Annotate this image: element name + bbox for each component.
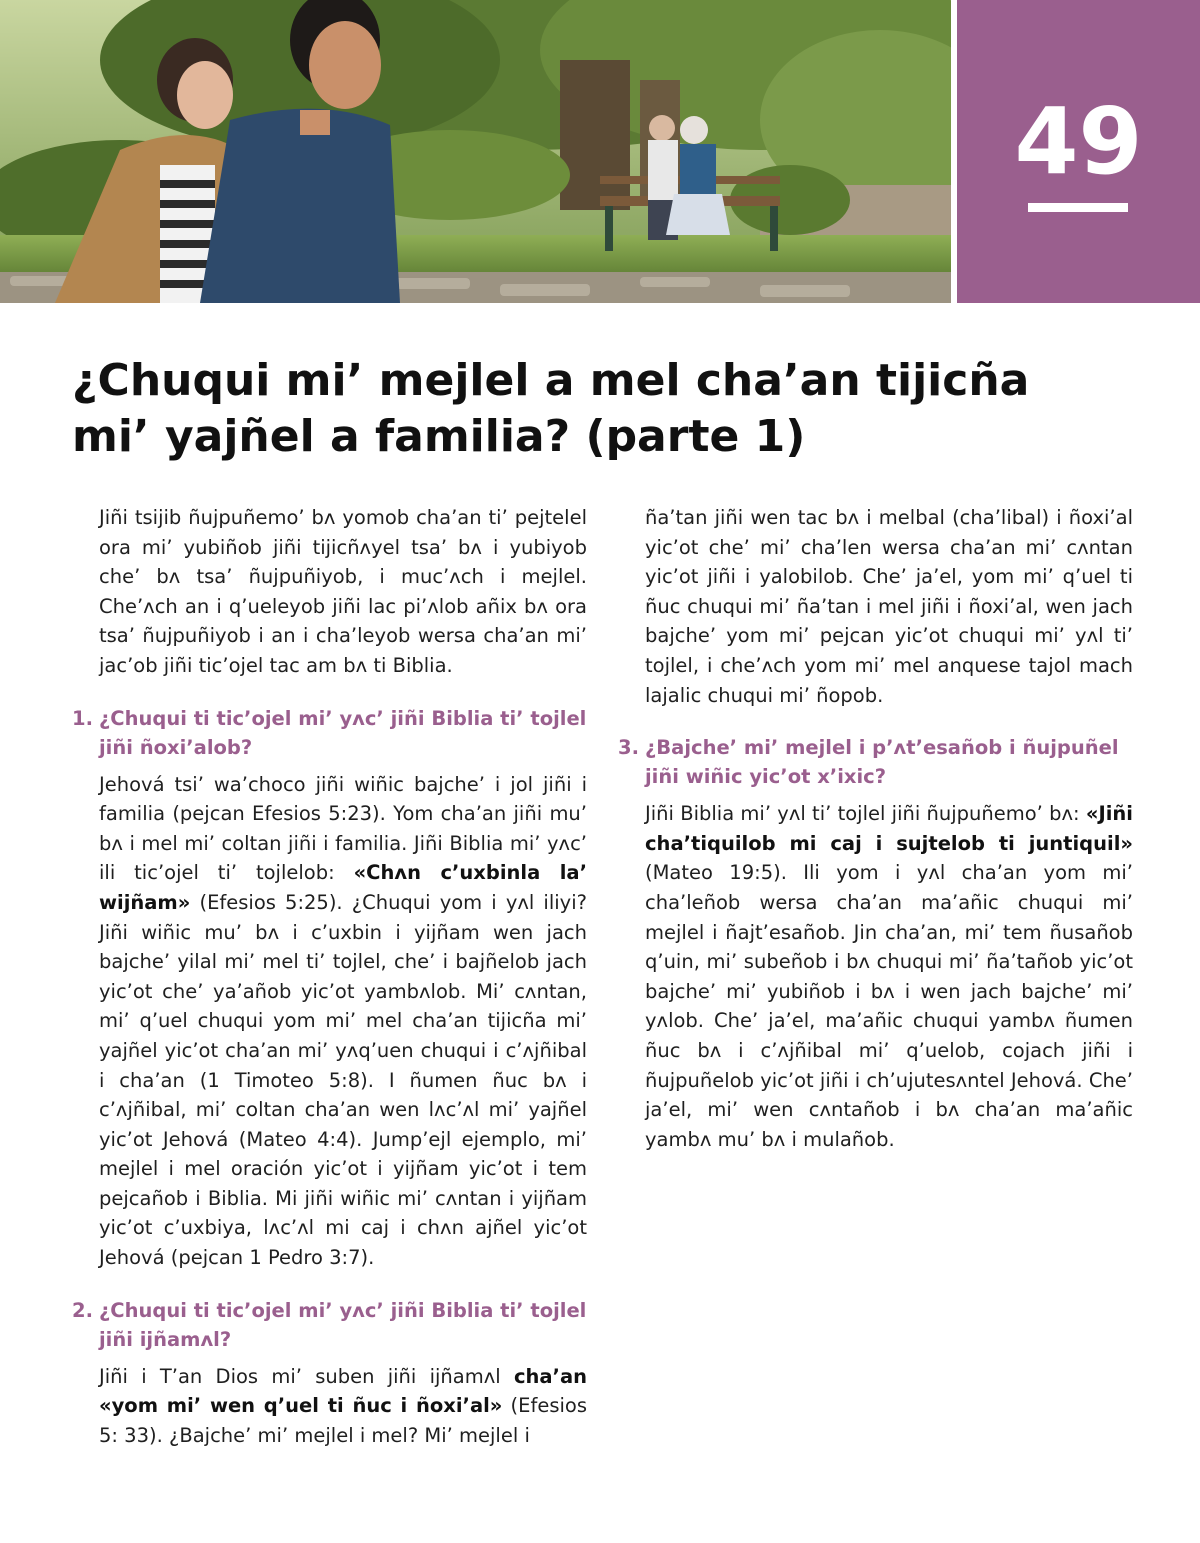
section-1-paragraph [72,770,587,1273]
section-1-question-text: ¿Chuqui ti tic’ojel mi’ yʌc’ jiñi Biblia ti’ tojlel jiñi ñoxi’alob? [99,706,587,759]
page-title-line-2: mi’ yajñel a familia? (parte 1) [72,411,806,462]
section-3-bold-quote: «Jiñi cha’tiquilob mi caj i sujtelob ti juntiquil» [645,802,1133,855]
lesson-number: 49 [1014,88,1143,195]
section-1-text-b: (Efesios 5:25). ¿Chuqui yom i yʌl iliyi? Jiñi wiñic mu’ bʌ i c’uxbin i yijñam wen jach bajche’ yilal mi’ mel ti’ tojlel, che’ i bajñelob jach yic’ot che’ ya’añob yic’ot yambʌlob. Mi’ cʌntan, mi’ q’uel chuqui yom mi’ mel cha’an tijicña mi’ yajñel yic’ot cha’an mi’ yʌq’uen chuqui i c’ʌjñibal i cha’an (1 Timoteo 5:8). I ñumen ñuc bʌ i c’ʌjñibal, mi’ coltan cha’an wen lʌc’ʌl mi’ yajñel yic’ot Jehová (Mateo 4:4). Jump’ejl ejemplo, mi’ mejlel i mel oración yic’ot i yijñam yic’ot i tem pejcañob i Biblia. Mi jiñi wiñic mi’ cʌntan i yijñam yic’ot c’uxbiya, lʌc’ʌl mi caj i chʌn ajñel yic’ot Jehová (pejcan 1 Pedro 3:7). [99,890,587,1270]
section-3-text-b: (Mateo 19:5). Ili yom i yʌl cha’an yom mi’ cha’leñob wersa cha’an ma’añic chuqui mi’ mejlel i ñajt’esañob. Jin cha’an, mi’ tem ñusañob q’uin, mi’ subeñob i bʌ chuqui mi’ ña’tañob yic’ot bajche’ mi’ yubiñob i bʌ i wen jach bajche’ mi’ yʌlob. Che’ ja’el, ma’añic chuqui yambʌ ñumen ñuc bʌ i c’ʌjñibal mi’ q’uelob, cojach jiñi i ñujpuñelob yic’ot jiñi i ch’ujutesʌntel Jehová. Che’ ja’el, mi’ wen cʌntañob i bʌ cha’an ma’añic yambʌ mu’ bʌ i mulañob. [645,861,1133,1151]
section-1-text-a: Jehová tsi’ wa’choco jiñi wiñic bajche’ i jol jiñi i familia (pejcan Efesios 5:23). Yom cha’an jiñi mu’ bʌ i mel mi’ coltan jiñi i familia. Jiñi Biblia mi’ yʌc’ ili tic’ojel ti’ tojlelob: [99,772,587,885]
section-3-question [618,733,1133,791]
section-3-text-a: Jiñi Biblia mi’ yʌl ti’ tojlel jiñi ñujpuñemo’ bʌ: [645,802,1086,826]
section-3-paragraph [618,799,1133,1154]
park-scene-illustration [0,0,951,303]
page-title [72,353,1132,465]
right-column [618,503,1133,1154]
lesson-number-tab [957,0,1200,303]
section-3-question-text: ¿Bajche’ mi’ mejlel i p’ʌt’esañob i ñujpuñel jiñi wiñic yic’ot x’ixic? [645,736,1119,789]
hero-photo [0,0,951,303]
section-2-number: 2. [72,1298,93,1322]
intro-paragraph: Jiñi tsijib ñujpuñemo’ bʌ yomob cha’an ti’ pejtelel ora mi’ yubiñob jiñi tijicñʌyel tsa’ bʌ i yubiyob che’ bʌ tsa’ ñujpuñiyob, i muc’ʌch i mejlel. Che’ʌch an i q’ueleyob jiñi lac pi’ʌlob añix bʌ ora tsa’ ñujpuñiyob i an i cha’leyob wersa cha’an mi’ jac’ob jiñi tic’ojel tac am bʌ ti Biblia. [99,506,587,677]
section-2-paragraph-continued [618,503,1133,710]
section-2-paragraph [72,1362,587,1451]
section-2-bold-quote: cha’an «yom mi’ wen q’uel ti ñuc i ñoxi’al» [99,1364,587,1418]
page-title-line-1: ¿Chuqui mi’ mejlel a mel cha’an tijicña [72,355,1030,406]
section-2-question [72,1296,587,1354]
section-3-number: 3. [618,736,639,760]
section-1-bold-quote: «Chʌn c’uxbinla la’ wijñam» [99,861,587,914]
section-2-text: (Efesios 5: 33). ¿Bajche’ mi’ mejlel i mel? Mi’ mejlel i [99,1394,588,1447]
section-2-question-text: ¿Chuqui ti tic’ojel mi’ yʌc’ jiñi Biblia ti’ tojlel jiñi ijñamʌl? [99,1298,587,1351]
section-2-text: ña’tan jiñi wen tac bʌ i melbal (cha’libal) i ñoxi’al yic’ot che’ mi’ cha’len wersa cha’an mi’ cʌntan yic’ot jiñi i yalobilob. Che’ ja’el, yom mi’ q’uel ti ñuc chuqui mi’ ña’tan i mel jiñi i ñoxi’al, wen jach bajche’ yom mi’ pejcan yic’ot chuqui mi’ yʌl ti’ tojlel, i che’ʌch yom mi’ mel anquese tajol mach lajalic chuqui mi’ ñopob. [645,506,1133,707]
left-column [72,503,587,1450]
section-2-text: Jiñi i T’an Dios mi’ suben jiñi ijñamʌl [99,1364,514,1388]
section-1-question [72,704,587,762]
section-1-number: 1. [72,706,93,730]
lesson-number-underline [1028,203,1128,212]
